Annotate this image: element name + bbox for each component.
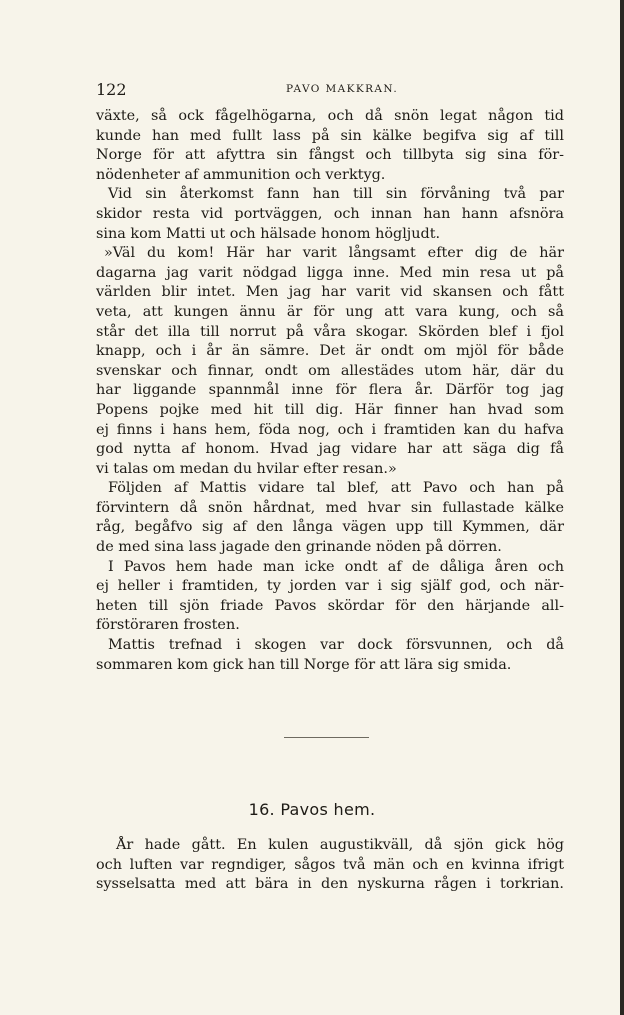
text-line: Mattis trefnad i skogen var dock försvunnen, och då: [108, 637, 564, 654]
text-line: dagarna jag varit nödgad ligga inne. Med min resa ut på: [96, 264, 564, 281]
text-line: Popens pojke med hit till dig. Här finner han hvad som: [96, 401, 564, 418]
text-line: I Pavos hem hade man icke ondt af de dåliga åren och: [108, 558, 564, 575]
text-line: god nytta af honom. Hvad jag vidare har att säga dig få: [96, 441, 564, 458]
text-line: världen blir intet. Men jag har varit vid skansen och fått: [96, 284, 564, 301]
chapter-text: [96, 836, 564, 895]
text-line: heten till sjön friade Pavos skördar för den härjande all-: [96, 597, 564, 614]
text-line: knapp, och i år än sämre. Det är ondt om mjöl för både: [96, 343, 564, 360]
text-line: kunde han med fullt lass på sin kälke begifva sig af till: [96, 127, 564, 144]
text-line: ej finns i hans hem, föda nog, och i framtiden kan du hafva: [96, 421, 564, 438]
chapter-heading: 16. Pavos hem.: [248, 800, 376, 819]
text-line: Följden af Mattis vidare tal blef, att Pavo och han på: [108, 480, 564, 497]
text-line: växte, så ock fågelhögarna, och då snön legat någon tid: [96, 108, 564, 124]
section-divider: [284, 737, 369, 738]
text-line: År hade gått. En kulen augustikväll, då sjön gick hög: [116, 837, 564, 853]
text-line: sina kom Matti ut och hälsade honom högljudt.: [96, 225, 441, 242]
page-number: 122: [96, 80, 127, 99]
page-edge: [620, 0, 624, 1015]
text-line: svenskar och finnar, ondt om allestädes utom här, där du: [96, 362, 564, 379]
text-line: vi talas om medan du hvilar efter resan.»: [96, 460, 397, 477]
body-text: [96, 107, 564, 675]
text-line: nödenheter af ammunition och verktyg.: [96, 166, 386, 183]
text-line: förstöraren frosten.: [96, 617, 240, 634]
page-header: [96, 80, 564, 100]
text-line: förvintern då snön hårdnat, med hvar sin fullastade kälke: [96, 499, 564, 516]
text-line: sysselsatta med att bära in den nyskurna rågen i torkrian.: [96, 876, 564, 893]
text-line: Vid sin återkomst fann han till sin förvåning två par: [108, 186, 564, 203]
text-line: »Väl du kom! Här har varit långsamt efter dig de här: [104, 245, 564, 262]
text-line: de med sina lass jagade den grinande nöden på dörren.: [96, 539, 502, 556]
text-line: veta, att kungen ännu är för ung att vara kung, och så: [96, 303, 564, 320]
text-line: står det illa till norrut på våra skogar. Skörden blef i fjol: [96, 323, 564, 340]
text-line: och luften var regndiger, sågos två män och en kvinna ifrigt: [96, 856, 564, 873]
text-line: skidor resta vid portväggen, och innan han hann afsnöra: [96, 205, 564, 222]
text-line: sommaren kom gick han till Norge för att lära sig smida.: [96, 656, 512, 673]
text-line: har liggande spannmål inne för flera år. Därför tog jag: [96, 382, 564, 399]
text-line: ej heller i framtiden, ty jorden var i sig själf god, och när-: [96, 578, 564, 595]
text-line: råg, begåfvo sig af den långa vägen upp till Kymmen, där: [96, 519, 564, 536]
running-head: PAVO MAKKRAN.: [286, 83, 399, 95]
text-line: Norge för att afyttra sin fångst och tillbyta sig sina för-: [96, 147, 564, 164]
